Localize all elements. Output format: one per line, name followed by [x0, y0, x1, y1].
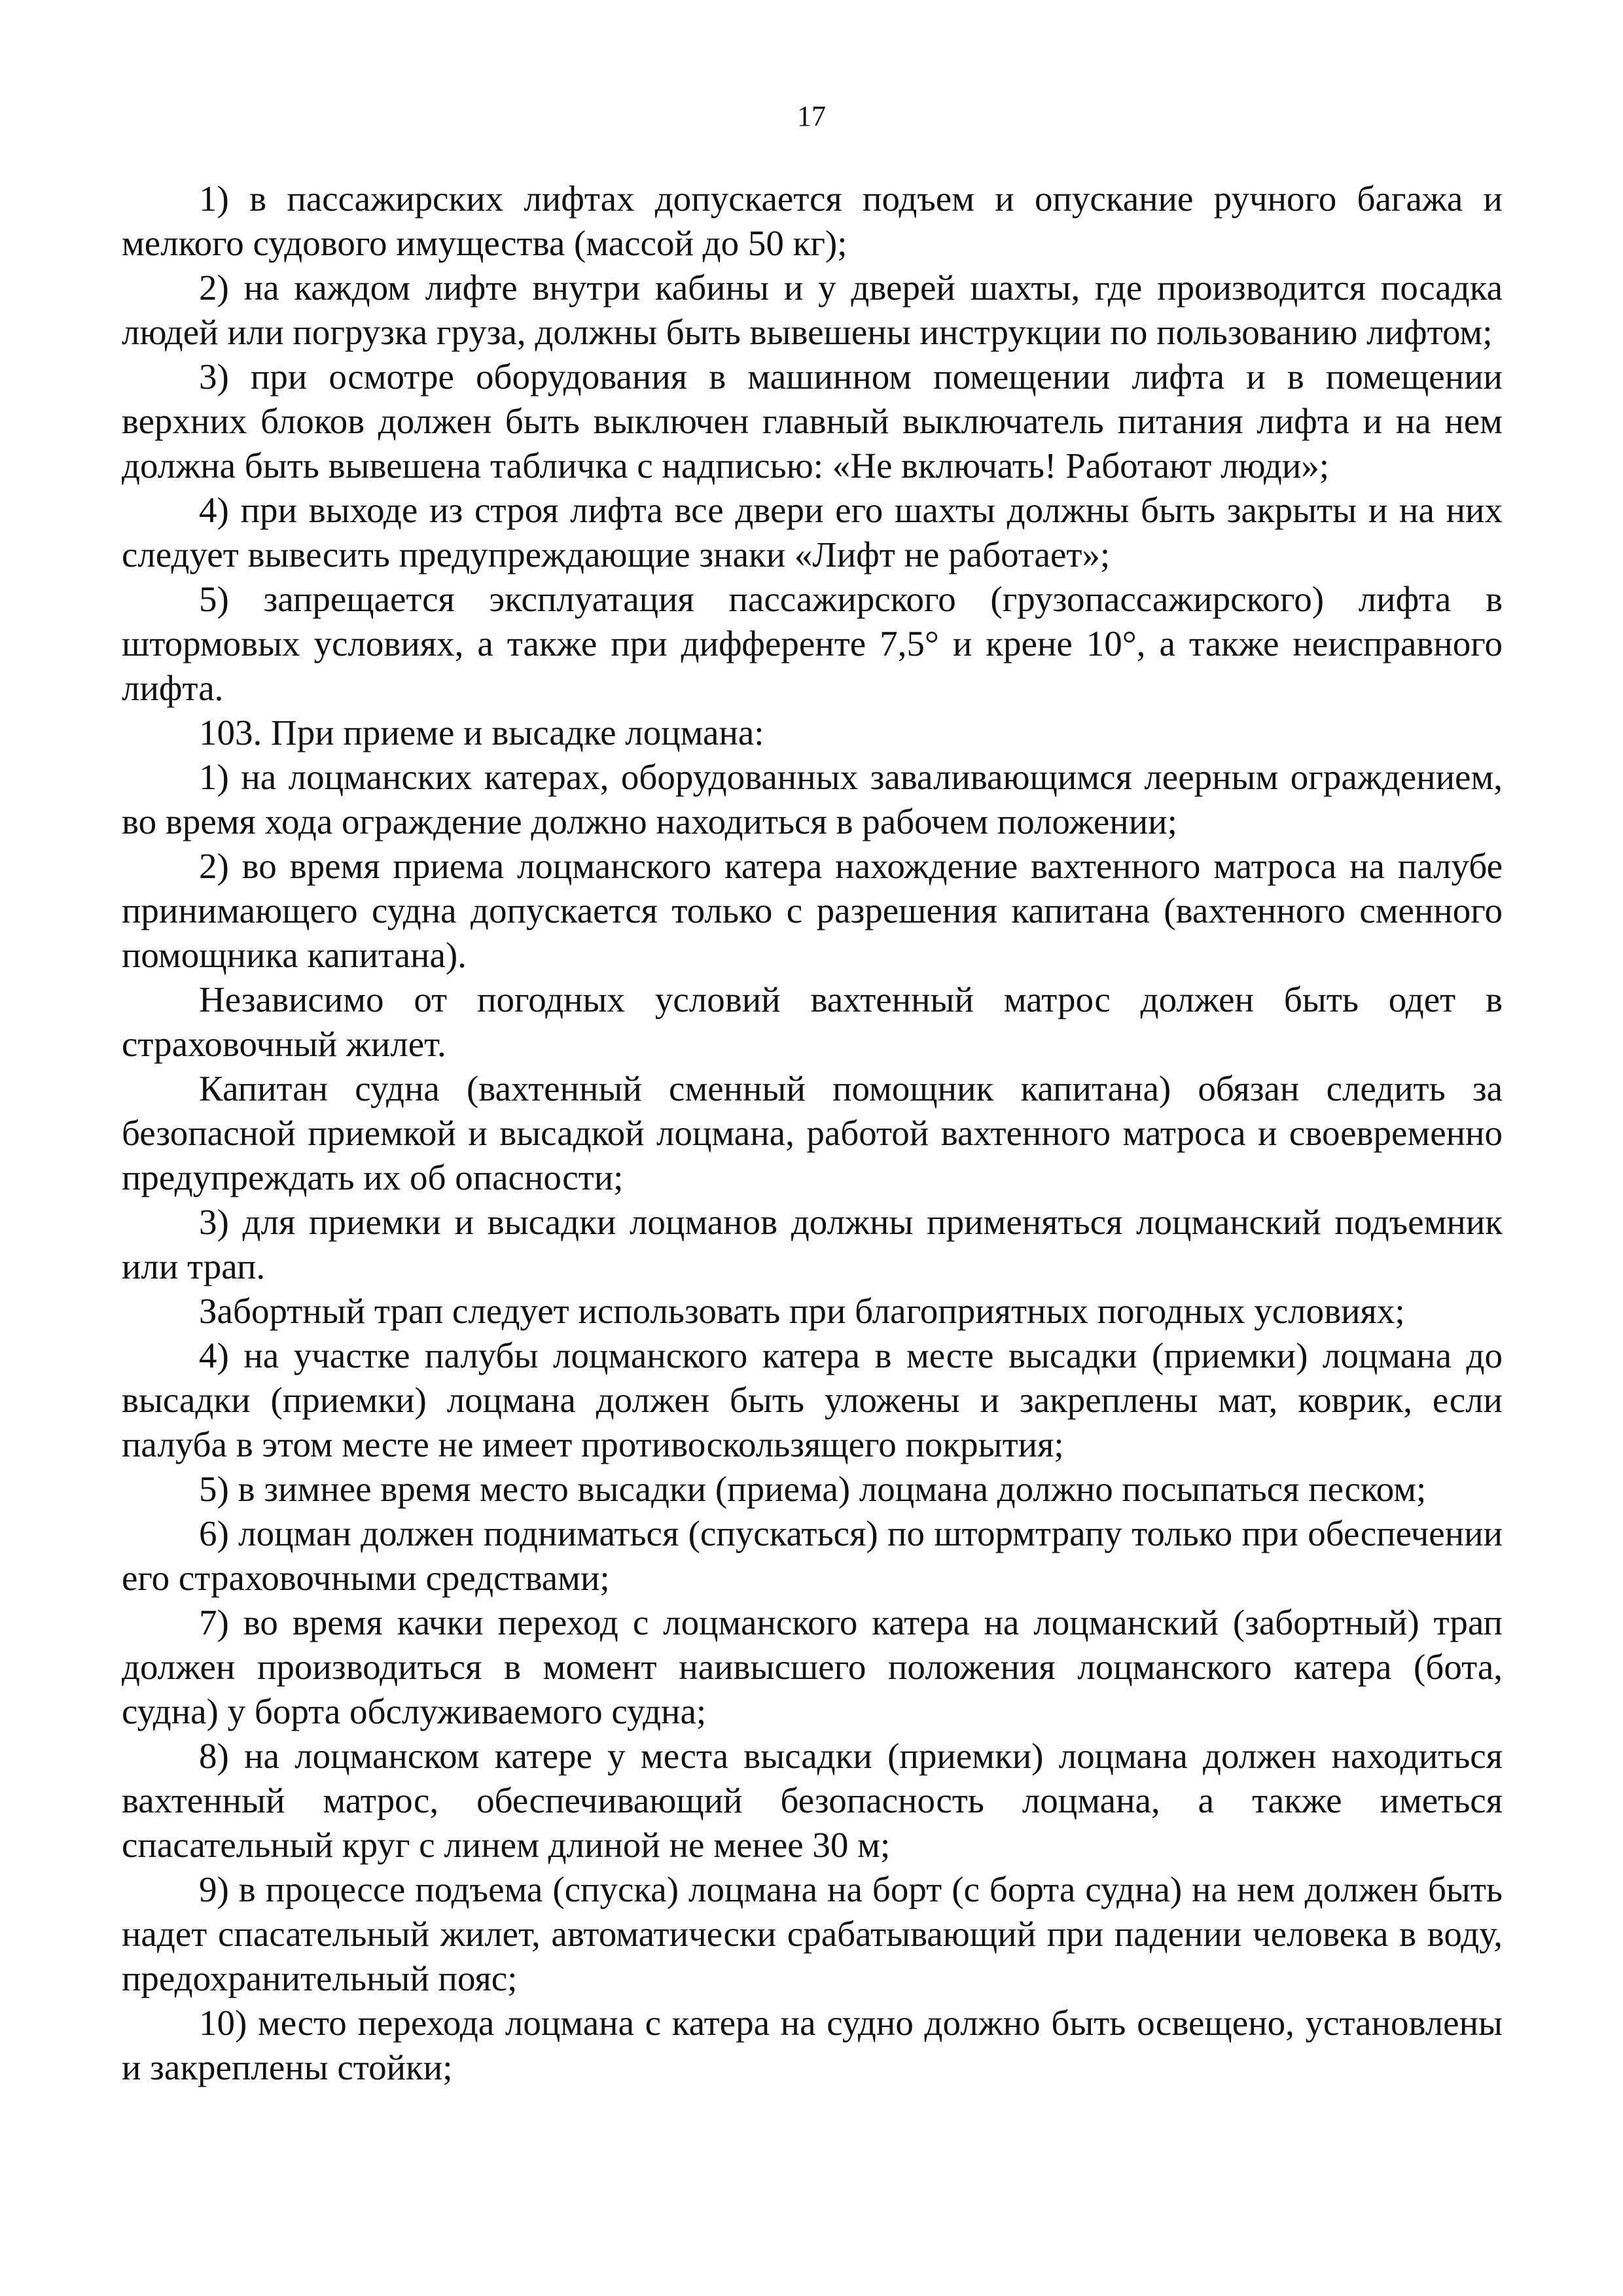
paragraph-pilot-3: 3) для приемки и высадки лоцманов должны применяться лоцманский подъемник или трап.	[122, 1202, 1503, 1286]
paragraph-pilot-10: 10) место перехода лоцмана с катера на судно должно быть освещено, установлены и закреплены стойки;	[122, 2003, 1503, 2087]
paragraph-pilot-4: 4) на участке палубы лоцманского катера в месте высадки (приемки) лоцмана до высадки (приемки) лоцмана должен быть уложены и закреплены мат, коврик, если палуба в этом месте не имеет противоскользящего покрытия;	[122, 1335, 1503, 1464]
paragraph-pilot-6: 6) лоцман должен подниматься (спускаться) по штормтрапу только при обеспечении его страховочными средствами;	[122, 1513, 1503, 1598]
paragraph-pilot-5: 5) в зимнее время место высадки (приема) лоцмана должно посыпаться песком;	[199, 1469, 1427, 1509]
paragraph-section-103: 103. При приеме и высадке лоцмана:	[199, 713, 764, 752]
paragraph-lift-5: 5) запрещается эксплуатация пассажирского (грузопассажирского) лифта в штормовых условиях, а также при дифференте 7,5° и крене 10°, а также неисправного лифта.	[122, 579, 1503, 708]
page-number: 17	[797, 100, 826, 132]
paragraph-lift-1: 1) в пассажирских лифтах допускается подъем и опускание ручного багажа и мелкого судового имущества (массой до 50 кг);	[122, 179, 1503, 263]
paragraph-pilot-7: 7) во время качки переход с лоцманского катера на лоцманский (забортный) трап должен производиться в момент наивысшего положения лоцманского катера (бота, судна) у борта обслуживаемого судна;	[122, 1602, 1503, 1731]
paragraph-lift-3: 3) при осмотре оборудования в машинном помещении лифта и в помещении верхних блоков должен быть выключен главный выключатель питания лифта и на нем должна быть вывешена табличка с надписью: «Не включать! Работают люди»;	[122, 357, 1503, 486]
paragraph-pilot-1: 1) на лоцманских катерах, оборудованных заваливающимся леерным ограждением, во время хода ограждение должно находиться в рабочем положении;	[122, 757, 1503, 841]
paragraph-pilot-3-note: Забортный трап следует использовать при благоприятных погодных условиях;	[199, 1291, 1405, 1331]
document-body	[122, 177, 1503, 2090]
paragraph-pilot-2-note-b: Капитан судна (вахтенный сменный помощник капитана) обязан следить за безопасной приемкой и высадкой лоцмана, работой вахтенного матроса и своевременно предупреждать их об опасности;	[122, 1069, 1503, 1197]
paragraph-lift-2: 2) на каждом лифте внутри кабины и у дверей шахты, где производится посадка людей или погрузка груза, должны быть вывешены инструкции по пользованию лифтом;	[122, 268, 1503, 352]
paragraph-lift-4: 4) при выходе из строя лифта все двери его шахты должны быть закрыты и на них следует вывесить предупреждающие знаки «Лифт не работает»;	[122, 490, 1503, 574]
paragraph-pilot-9: 9) в процессе подъема (спуска) лоцмана на борт (с борта судна) на нем должен быть надет спасательный жилет, автоматически срабатывающий при падении человека в воду, предохранительный пояс;	[122, 1869, 1503, 1998]
paragraph-pilot-2: 2) во время приема лоцманского катера нахождение вахтенного матроса на палубе принимающего судна допускается только с разрешения капитана (вахтенного сменного помощника капитана).	[122, 846, 1503, 975]
paragraph-pilot-2-note-a: Независимо от погодных условий вахтенный матрос должен быть одет в страховочный жилет.	[122, 980, 1503, 1064]
paragraph-pilot-8: 8) на лоцманском катере у места высадки (приемки) лоцмана должен находиться вахтенный матрос, обеспечивающий безопасность лоцмана, а также иметься спасательный круг с линем длиной не менее 30 м;	[122, 1736, 1503, 1865]
